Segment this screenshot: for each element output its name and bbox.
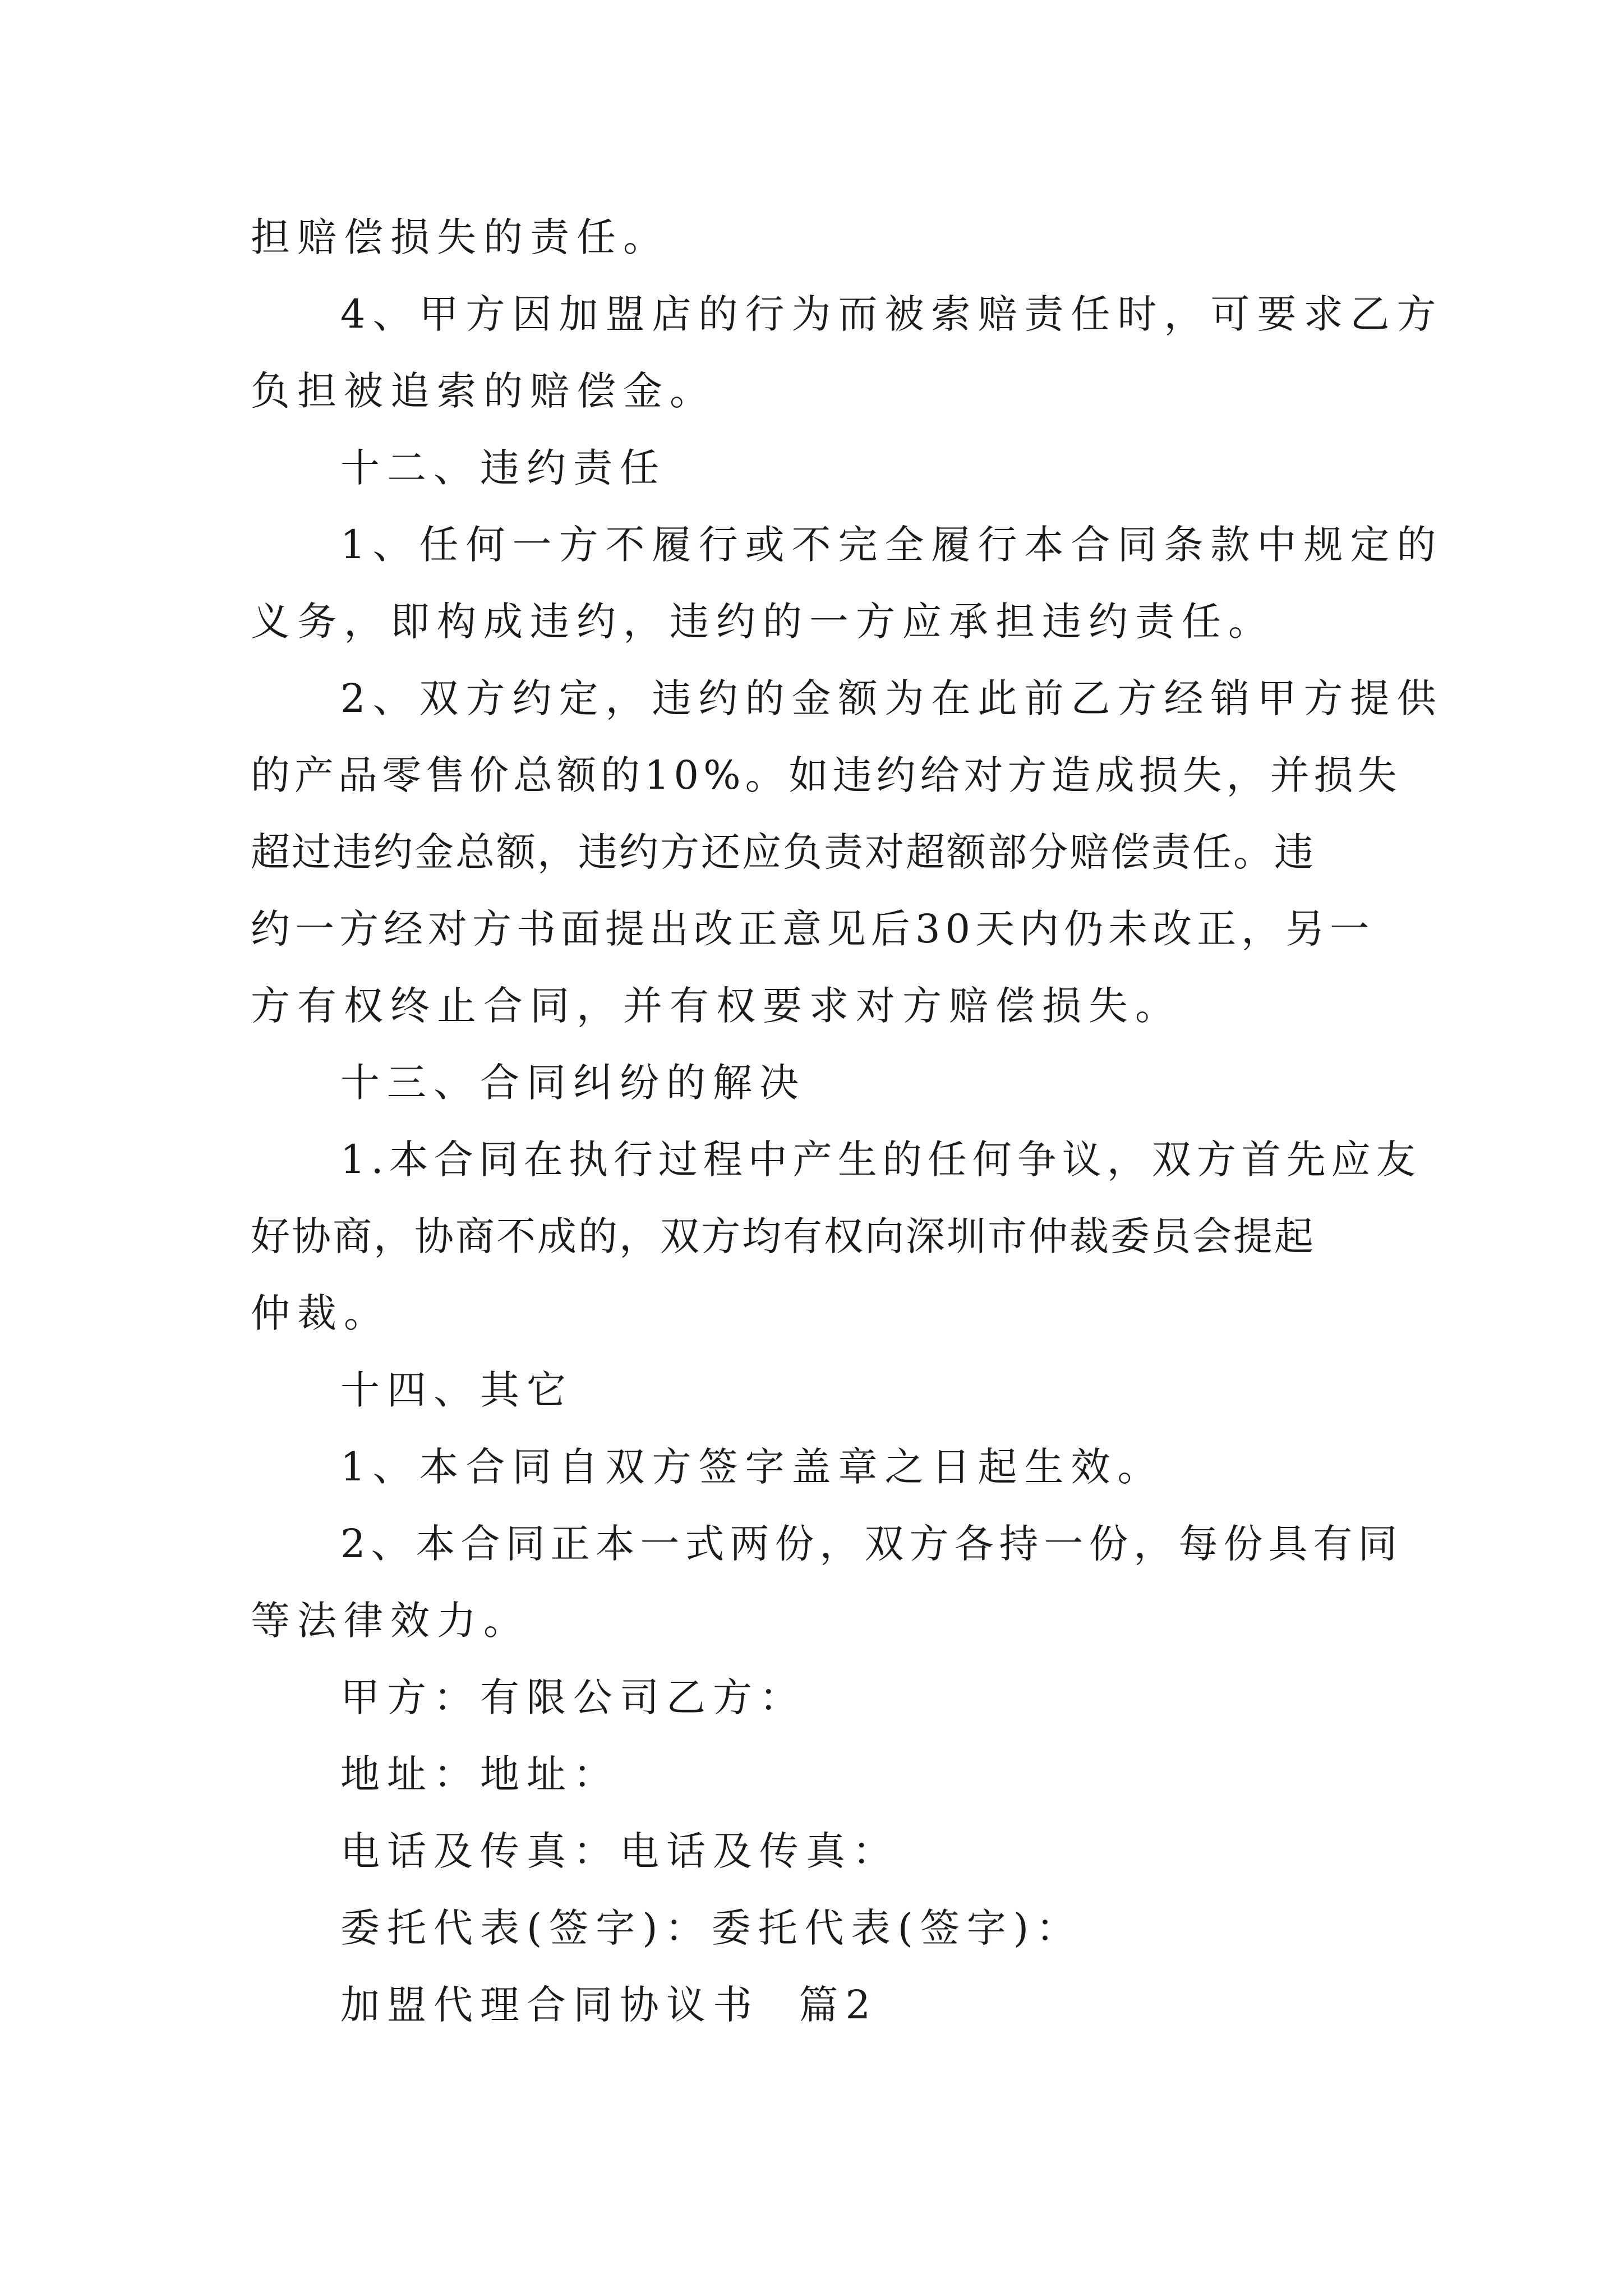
text-line-2: 4、甲方因加盟店的行为而被索赔责任时，可要求乙方 — [340, 291, 1444, 337]
section-heading-12: 十二、违约责任 — [340, 445, 666, 491]
text-line-7: 2、双方约定，违约的金额为在此前乙方经销甲方提供 — [340, 675, 1444, 721]
text-line-17: 1、本合同自双方签字盖章之日起生效。 — [340, 1444, 1164, 1490]
text-line-14: 好协商，协商不成的，双方均有权向深圳市仲裁委员会提起 — [251, 1213, 1315, 1259]
phone-fax-line: 电话及传真：电话及传真： — [340, 1828, 899, 1874]
text-line-18: 2、本合同正本一式两份，双方各持一份，每份具有同 — [340, 1521, 1403, 1567]
text-line-1: 担赔偿损失的责任。 — [251, 214, 670, 260]
text-line-10: 约一方经对方书面提出改正意见后30天内仍未改正，另一 — [251, 906, 1375, 952]
representative-line: 委托代表(签字)：委托代表(签字)： — [340, 1905, 1083, 1951]
text-line-5: 1、任何一方不履行或不完全履行本合同条款中规定的 — [340, 522, 1444, 568]
text-line-15: 仲裁。 — [251, 1290, 390, 1336]
next-section-title: 加盟代理合同协议书 篇2 — [340, 1982, 878, 2028]
text-line-8: 的产品零售价总额的10%。如违约给对方造成损失，并损失 — [251, 752, 1401, 798]
address-line: 地址：地址： — [340, 1751, 620, 1797]
text-line-3: 负担被追索的赔偿金。 — [251, 368, 716, 414]
text-line-13: 1.本合同在执行过程中产生的任何争议，双方首先应友 — [340, 1137, 1421, 1182]
text-line-9: 超过违约金总额，违约方还应负责对超额部分赔偿责任。违 — [251, 829, 1315, 875]
section-heading-13: 十三、合同纠纷的解决 — [340, 1060, 806, 1106]
text-line-11: 方有权终止合同，并有权要求对方赔偿损失。 — [251, 983, 1182, 1029]
section-heading-14: 十四、其它 — [340, 1367, 573, 1413]
party-a-b-line: 甲方：有限公司乙方： — [340, 1674, 806, 1720]
text-line-19: 等法律效力。 — [251, 1598, 530, 1644]
text-line-6: 义务，即构成违约，违约的一方应承担违约责任。 — [251, 599, 1275, 645]
body-text — [251, 199, 1444, 2044]
